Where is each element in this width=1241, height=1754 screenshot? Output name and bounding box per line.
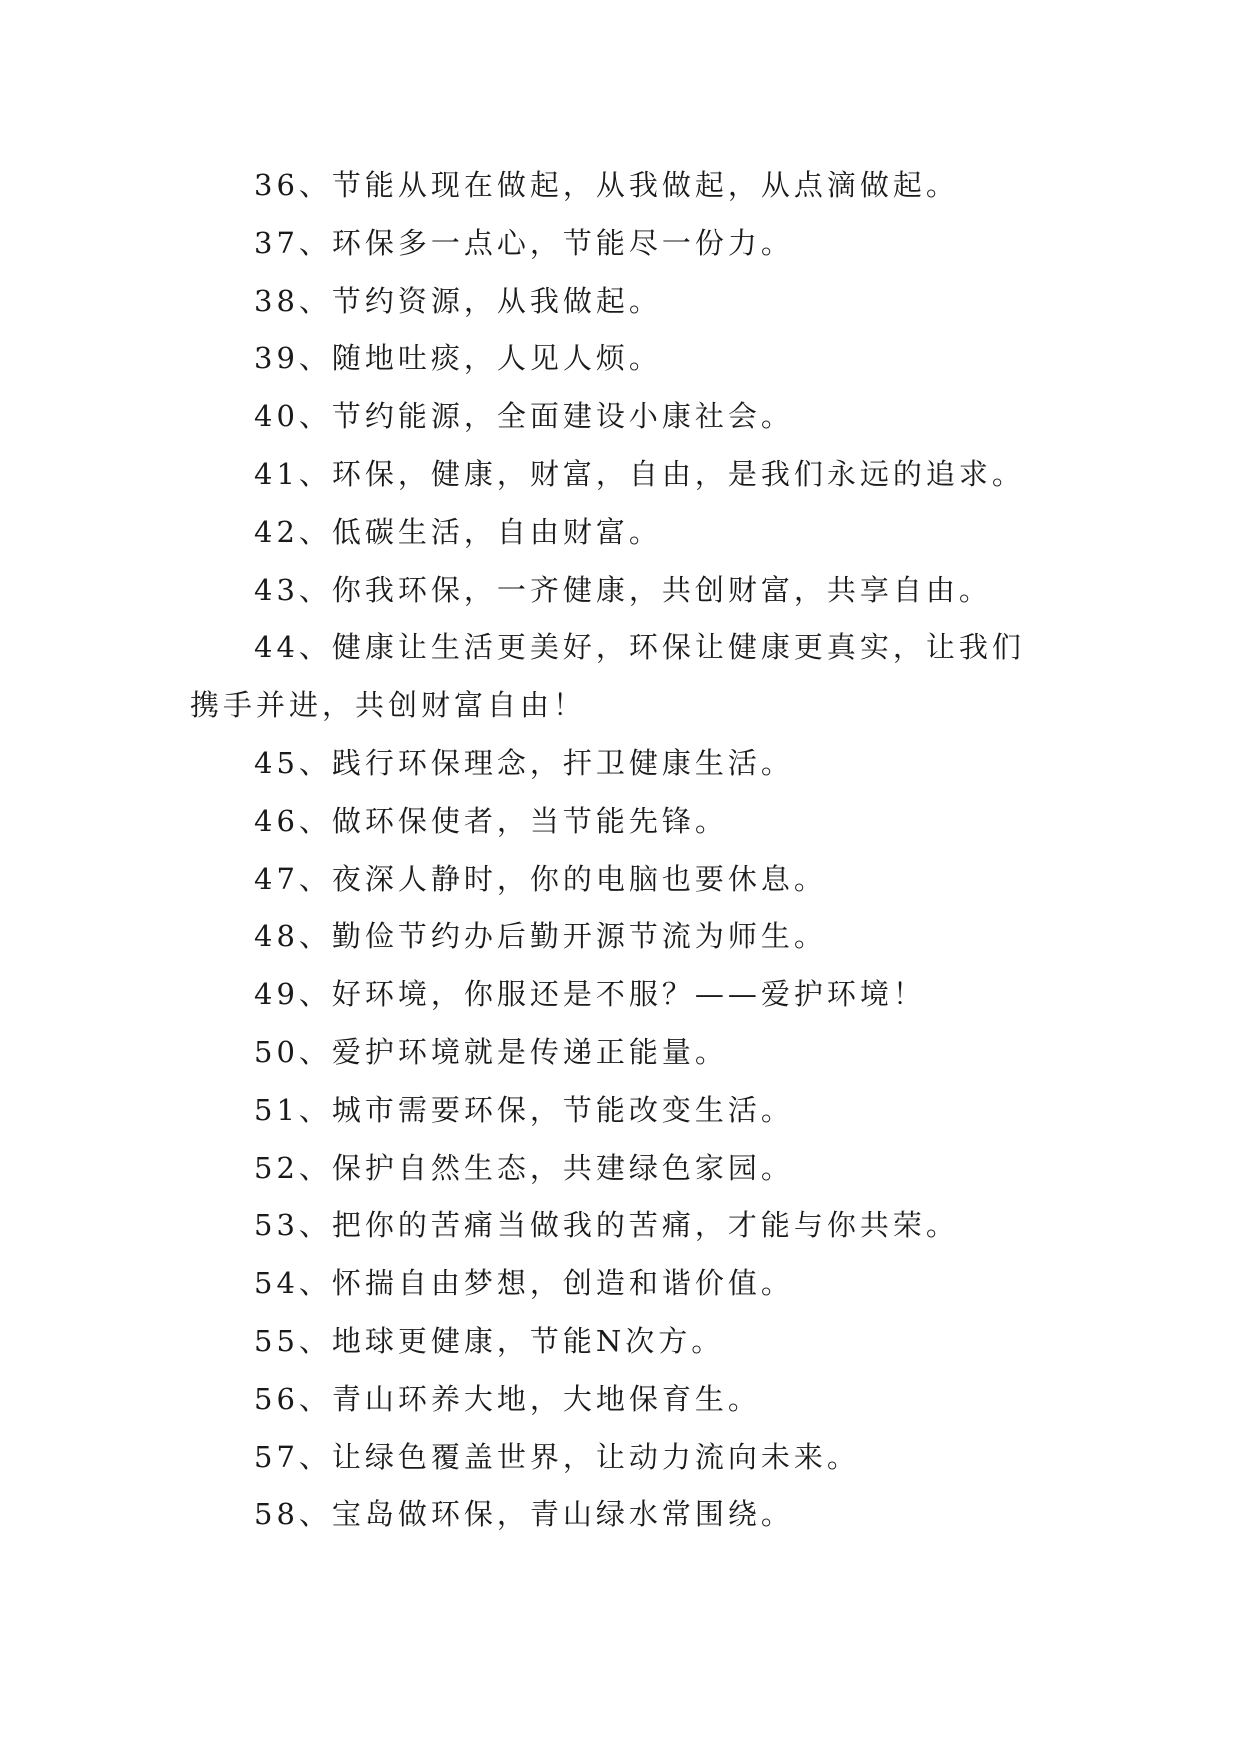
list-item: 52、保护自然生态，共建绿色家园。	[254, 1150, 794, 1185]
list-item: 58、宝岛做环保，青山绿水常围绕。	[254, 1497, 794, 1532]
list-item: 44、健康让生活更美好，环保让健康更真实，让我们携手并进，共创财富自由！	[190, 630, 1025, 723]
list-item: 38、节约资源，从我做起。	[254, 283, 662, 318]
list-item: 40、节约能源，全面建设小康社会。	[254, 399, 794, 434]
list-item: 36、节能从现在做起，从我做起，从点滴做起。	[254, 168, 959, 202]
list-item: 46、做环保使者，当节能先锋。	[254, 803, 728, 838]
list-item: 43、你我环保，一齐健康，共创财富，共享自由。	[254, 572, 992, 607]
list-item: 37、环保多一点心，节能尽一份力。	[254, 225, 794, 260]
list-item: 47、夜深人静时，你的电脑也要休息。	[254, 861, 827, 896]
list-item: 53、把你的苦痛当做我的苦痛，才能与你共荣。	[254, 1208, 959, 1243]
list-item: 54、怀揣自由梦想，创造和谐价值。	[254, 1266, 794, 1301]
list-item: 41、环保，健康，财富，自由，是我们永远的追求。	[254, 456, 1025, 491]
list-item: 55、地球更健康，节能N次方。	[254, 1323, 725, 1358]
list-item: 51、城市需要环保，节能改变生活。	[254, 1092, 794, 1127]
list-item: 48、勤俭节约办后勤开源节流为师生。	[254, 919, 827, 954]
list-item: 57、让绿色覆盖世界，让动力流向未来。	[254, 1439, 860, 1474]
list-item: 50、爱护环境就是传递正能量。	[254, 1034, 728, 1069]
list-item: 45、践行环保理念，扞卫健康生活。	[254, 745, 794, 780]
list-item: 56、青山环养大地，大地保育生。	[254, 1381, 761, 1416]
list-item: 39、随地吐痰，人见人烦。	[254, 341, 662, 376]
slogan-list	[190, 157, 1050, 1544]
list-item: 42、低碳生活，自由财富。	[254, 514, 662, 549]
list-item: 49、好环境，你服还是不服？——爱护环境！	[254, 977, 926, 1012]
